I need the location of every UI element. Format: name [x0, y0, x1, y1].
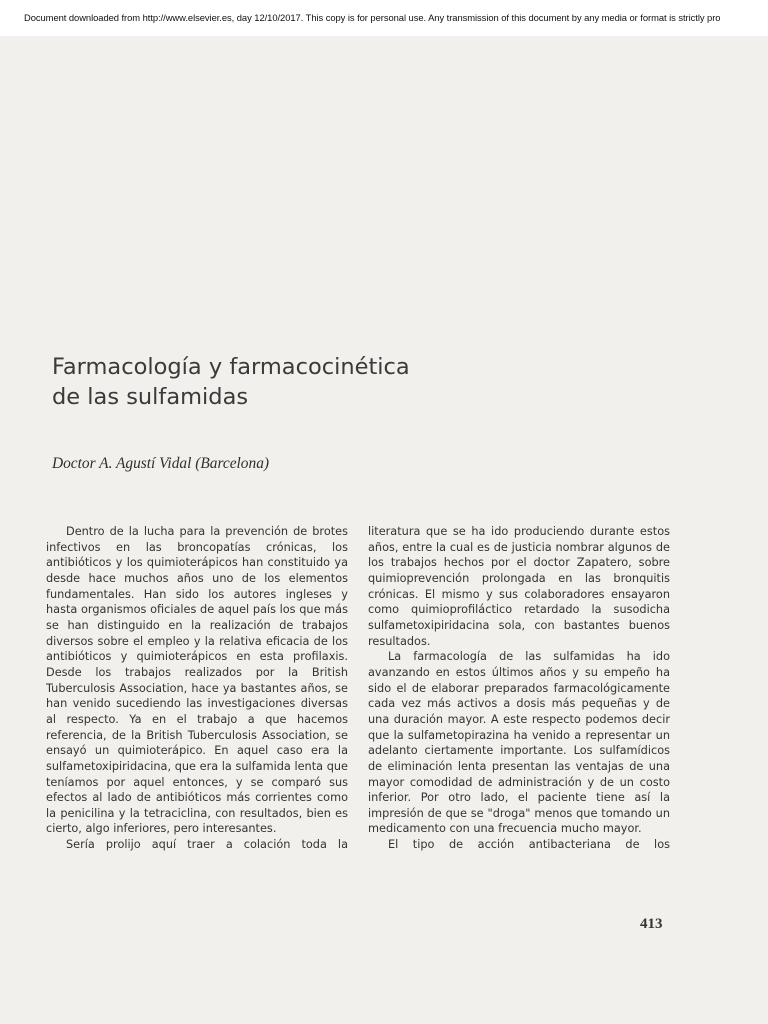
left-text-column: [46, 524, 348, 853]
page-number: 413: [640, 916, 663, 932]
body-paragraph: Sería prolijo aquí traer a colación toda la: [66, 838, 348, 852]
download-notice-banner: [0, 0, 768, 36]
right-text-column: [368, 524, 670, 853]
article-title-line-1: Farmacología y farmacocinética: [52, 354, 410, 380]
body-paragraph: El tipo de acción antibacteriana de los: [388, 838, 670, 852]
download-notice-text: Document downloaded from http://www.elsevier.es, day 12/10/2017. This copy is for personal use. Any transmission of this document by any media or format is strictly pro: [24, 12, 721, 23]
article-author: Doctor A. Agustí Vidal (Barcelona): [52, 455, 270, 472]
body-paragraph: Dentro de la lucha para la prevención de brotes infectivos en las broncopatías crónicas, los antibióticos y los quimioterápicos han constituido ya desde hace muchos años uno de los elementos fundamentales. Han sido los autores ingleses y hasta organismos oficiales de aquel país los que más se han distinguido en la realización de trabajos diversos sobre el empleo y la relativa eficacia de los antibióticos y quimioterápicos en esta profilaxis. Desde los trabajos realizados por la British Tuberculosis Association, hace ya bastantes años, se han venido sucediendo las investigaciones diversas al respecto. Ya en el trabajo a que hacemos referencia, de la British Tuberculosis Association, se ensayó un quimioterápico. En aquel caso era la sulfametoxipiridacina, que era la sulfamida lenta que teníamos por aquel entonces, y se comparó sus efectos al lado de antibióticos más corrientes como la penicilina y la tetraciclina, con resultados, bien es cierto, algo inferiores, pero interesantes.: [46, 525, 348, 836]
body-paragraph: La farmacología de las sulfamidas ha ido avanzando en estos últimos años y su empeño ha sido el de elaborar preparados farmacológicamente cada vez más activos a dosis más pequeñas y de una duración mayor. A este respecto podemos decir que la sulfametopirazina ha venido a representar un adelanto ciertamente importante. Los sulfamídicos de eliminación lenta presentan las ventajas de una mayor comodidad de administración y de un costo inferior. Por otro lado, el paciente tiene así la impresión de que se "droga" menos que tomando un medicamento con una frecuencia mucho mayor.: [368, 650, 670, 836]
body-paragraph: literatura que se ha ido produciendo durante estos años, entre la cual es de justicia nombrar algunos de los trabajos hechos por el doctor Zapatero, sobre quimioprevención prolongada en las bronquitis crónicas. El mismo y sus colaboradores ensayaron como quimioprofiláctico retardado la susodicha sulfametoxipiridacina sola, con bastantes buenos resultados.: [368, 525, 670, 648]
article-title: [52, 352, 612, 412]
article-title-line-2: de las sulfamidas: [52, 384, 249, 410]
